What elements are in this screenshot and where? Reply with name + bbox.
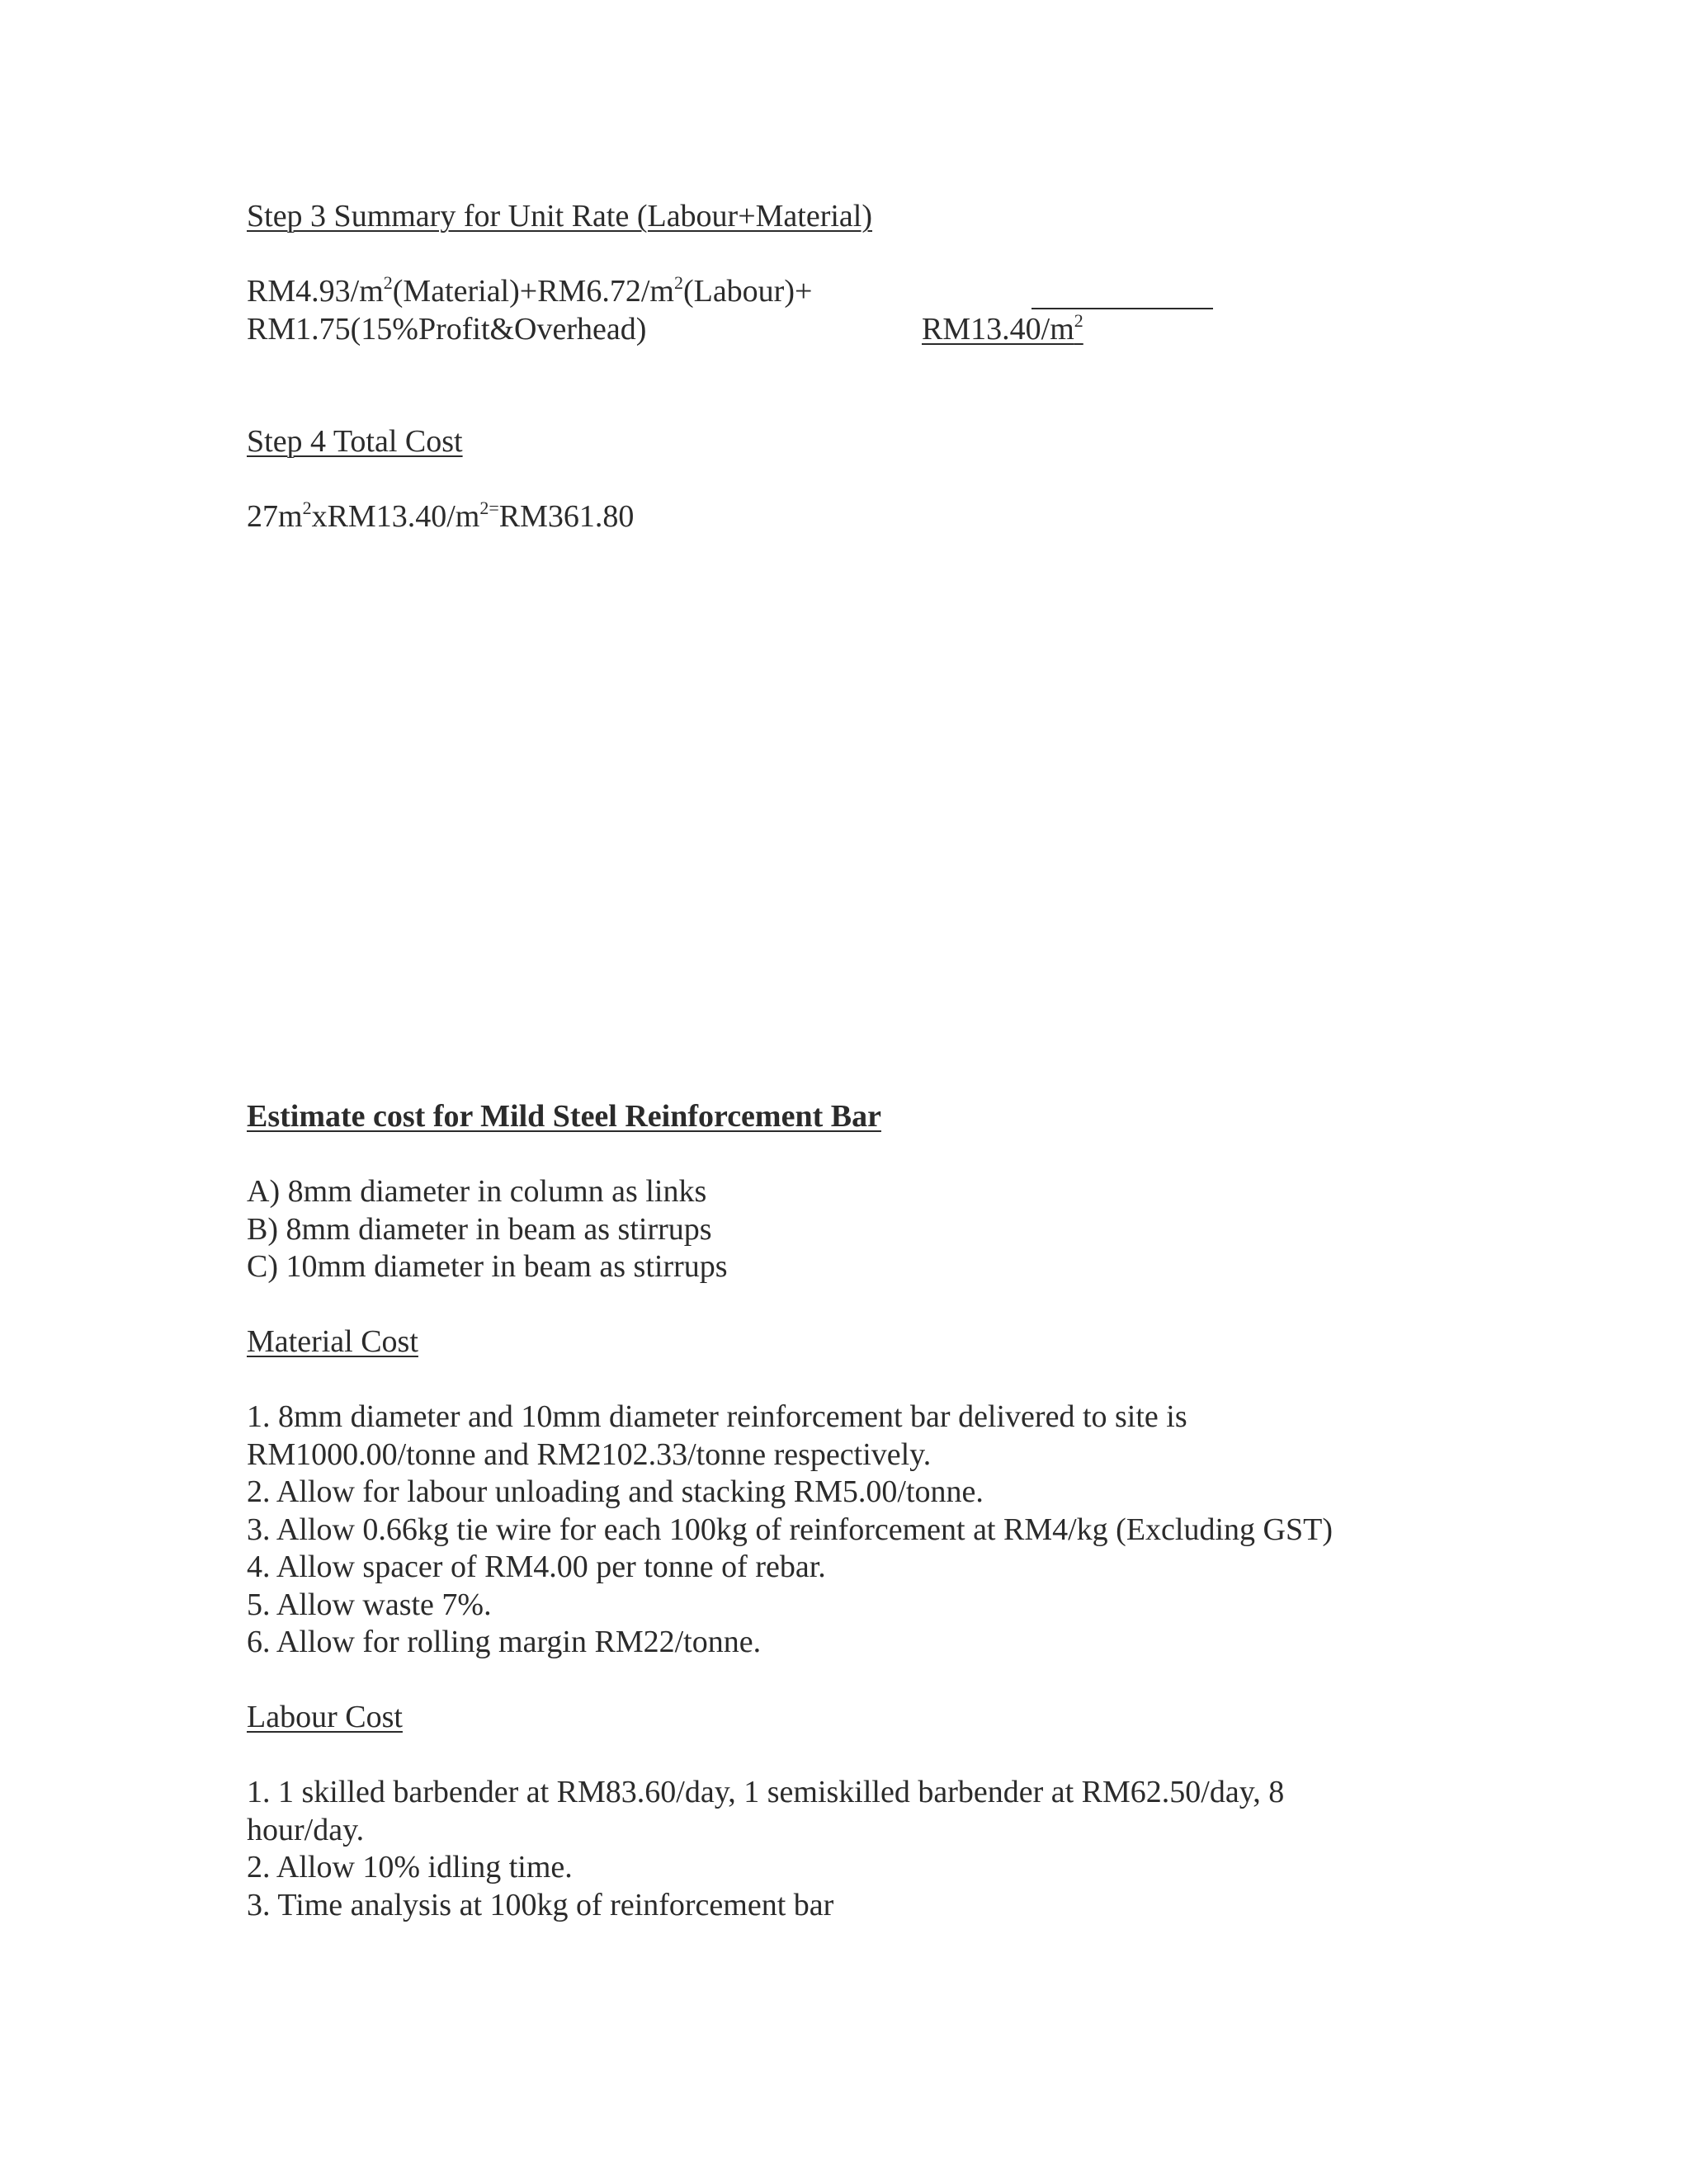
step3-result bbox=[922, 310, 1083, 348]
formula-part: (Material)+RM6.72/m bbox=[392, 274, 674, 309]
material-heading: Material Cost bbox=[247, 1324, 418, 1359]
material-line: 5. Allow waste 7%. bbox=[247, 1587, 492, 1622]
labour-line: hour/day. bbox=[247, 1813, 365, 1847]
superscript: 2 bbox=[673, 272, 683, 293]
estimate-item: B) 8mm diameter in beam as stirrups bbox=[247, 1212, 712, 1247]
labour-heading: Labour Cost bbox=[247, 1700, 403, 1734]
material-line: 1. 8mm diameter and 10mm diameter reinforcement bar delivered to site is bbox=[247, 1399, 1187, 1434]
labour-line: 2. Allow 10% idling time. bbox=[247, 1850, 573, 1884]
material-line: RM1000.00/tonne and RM2102.33/tonne respectively. bbox=[247, 1437, 932, 1472]
estimate-item: A) 8mm diameter in column as links bbox=[247, 1174, 707, 1209]
labour-line: 1. 1 skilled barbender at RM83.60/day, 1 semiskilled barbender at RM62.50/day, 8 bbox=[247, 1775, 1285, 1809]
result-value: RM13.40/m bbox=[922, 312, 1074, 347]
equals-sign: = bbox=[489, 498, 499, 518]
material-line: 4. Allow spacer of RM4.00 per tonne of rebar. bbox=[247, 1550, 826, 1584]
step3-heading: Step 3 Summary for Unit Rate (Labour+Material) bbox=[247, 199, 873, 233]
superscript: 2 bbox=[383, 272, 393, 293]
formula-part: (Labour)+ bbox=[682, 274, 813, 309]
material-line: 3. Allow 0.66kg tie wire for each 100kg of reinforcement at RM4/kg (Excluding GST) bbox=[247, 1512, 1333, 1547]
step4-heading: Step 4 Total Cost bbox=[247, 424, 463, 459]
labour-line: 3. Time analysis at 100kg of reinforcement bar bbox=[247, 1888, 834, 1922]
estimate-title: Estimate cost for Mild Steel Reinforcement Bar bbox=[247, 1099, 881, 1134]
superscript: 2 bbox=[1074, 310, 1083, 331]
superscript: 2 bbox=[302, 498, 312, 518]
calc-part: 27m bbox=[247, 499, 303, 534]
formula-part: RM4.93/m bbox=[247, 274, 384, 309]
calc-part: xRM13.40/m bbox=[311, 499, 480, 534]
superscript: 2 bbox=[479, 498, 489, 518]
material-line: 6. Allow for rolling margin RM22/tonne. bbox=[247, 1625, 762, 1659]
estimate-item: C) 10mm diameter in beam as stirrups bbox=[247, 1249, 728, 1284]
step3-formula-line2: RM1.75(15%Profit&Overhead) bbox=[247, 312, 647, 347]
step3-formula-line1 bbox=[247, 272, 812, 310]
result-rule bbox=[1031, 308, 1213, 309]
step4-calculation bbox=[247, 498, 634, 535]
material-line: 2. Allow for labour unloading and stacking RM5.00/tonne. bbox=[247, 1474, 984, 1509]
calc-result: RM361.80 bbox=[498, 499, 635, 534]
